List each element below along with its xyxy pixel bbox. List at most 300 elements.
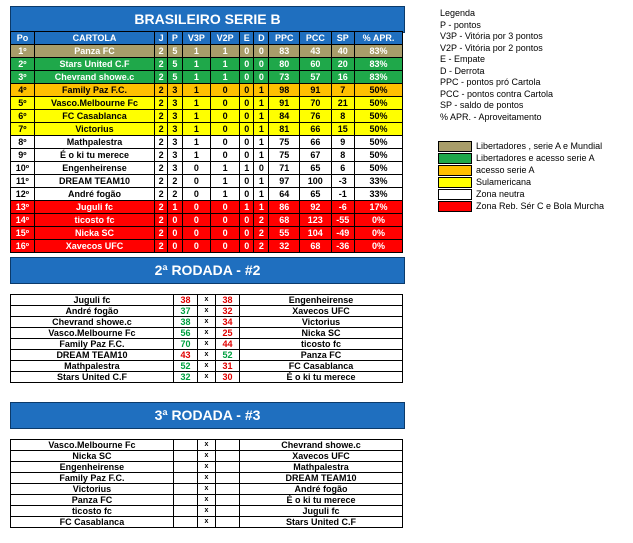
game-row (11, 350, 403, 361)
team-cell: Xavecos UFC (34, 240, 154, 253)
stat-cell: 92 (300, 201, 331, 214)
legend-item: V2P - Vitória por 2 pontos (440, 42, 543, 53)
game-row (11, 328, 403, 339)
stat-cell: 50% (355, 110, 403, 123)
stat-cell: 0 (240, 240, 254, 253)
away-team: FC Casablanca (240, 361, 403, 372)
column-header: SP (331, 32, 355, 45)
away-team: Chevrand showe.c (240, 440, 403, 451)
away-score: 52 (215, 350, 239, 361)
stat-cell: 2 (254, 240, 269, 253)
stat-cell: 1 (254, 136, 269, 149)
legend-item: % APR. - Aproveitamento (440, 111, 542, 122)
away-score (215, 440, 239, 451)
home-score: 32 (173, 372, 197, 383)
game-row (11, 339, 403, 350)
away-score (215, 506, 239, 517)
stat-cell: 1 (254, 110, 269, 123)
position-cell: 9º (11, 149, 35, 162)
legend-swatch (438, 201, 472, 212)
stat-cell: 84 (269, 110, 300, 123)
home-team: André fogão (11, 306, 174, 317)
stat-cell: 75 (269, 136, 300, 149)
stat-cell: 104 (300, 227, 331, 240)
legend-swatch (438, 153, 472, 164)
versus-mark: x (198, 328, 216, 339)
versus-mark: x (198, 317, 216, 328)
game-row (11, 451, 403, 462)
team-cell: Victorius (34, 123, 154, 136)
home-score (173, 517, 197, 528)
stat-cell: 2 (168, 175, 182, 188)
column-header: J (155, 32, 168, 45)
home-score: 38 (173, 317, 197, 328)
team-cell: DREAM TEAM10 (34, 175, 154, 188)
stat-cell: 68 (269, 214, 300, 227)
stat-cell: 3 (168, 162, 182, 175)
stat-cell: 2 (254, 214, 269, 227)
stat-cell: 7 (331, 84, 355, 97)
stat-cell: 80 (269, 58, 300, 71)
stat-cell: 55 (269, 227, 300, 240)
stat-cell: 0 (211, 136, 240, 149)
stat-cell: 2 (155, 97, 168, 110)
stat-cell: 0 (240, 175, 254, 188)
table-row (11, 71, 403, 84)
stat-cell: 0 (211, 110, 240, 123)
home-team: Vasco.Melbourne Fc (11, 328, 174, 339)
stat-cell: 65 (300, 188, 331, 201)
stat-cell: 123 (300, 214, 331, 227)
stat-cell: 3 (168, 136, 182, 149)
legend-swatch (438, 177, 472, 188)
stat-cell: 0 (240, 188, 254, 201)
versus-mark: x (198, 506, 216, 517)
stat-cell: 0 (240, 58, 254, 71)
stat-cell: 0 (211, 97, 240, 110)
game-row (11, 506, 403, 517)
game-row (11, 317, 403, 328)
table-row (11, 240, 403, 253)
stat-cell: 1 (211, 162, 240, 175)
stat-cell: 0 (254, 162, 269, 175)
stat-cell: 91 (269, 97, 300, 110)
team-cell: Panza FC (34, 45, 154, 58)
legend-color-label: Zona neutra (476, 189, 525, 199)
table-row (11, 201, 403, 214)
stat-cell: 1 (182, 71, 211, 84)
game-row (11, 473, 403, 484)
stat-cell: 2 (155, 201, 168, 214)
table-row (11, 45, 403, 58)
stat-cell: 0 (211, 123, 240, 136)
stat-cell: 64 (269, 188, 300, 201)
stat-cell: -55 (331, 214, 355, 227)
game-row (11, 295, 403, 306)
stat-cell: 100 (300, 175, 331, 188)
table-row (11, 136, 403, 149)
team-cell: Chevrand showe.c (34, 71, 154, 84)
standings-table (10, 31, 403, 253)
stat-cell: 1 (254, 84, 269, 97)
stat-cell: 2 (254, 227, 269, 240)
stat-cell: 0 (182, 214, 211, 227)
stat-cell: 5 (168, 58, 182, 71)
stat-cell: 0 (168, 240, 182, 253)
team-cell: FC Casablanca (34, 110, 154, 123)
stat-cell: 81 (269, 123, 300, 136)
table-row (11, 58, 403, 71)
stat-cell: 0 (240, 123, 254, 136)
team-cell: ticosto fc (34, 214, 154, 227)
stat-cell: 75 (269, 149, 300, 162)
stat-cell: 16 (331, 71, 355, 84)
stat-cell: 1 (254, 149, 269, 162)
stat-cell: 1 (182, 97, 211, 110)
stat-cell: 0 (240, 227, 254, 240)
round3-title: 3ª RODADA - #3 (10, 402, 405, 429)
stat-cell: 3 (168, 97, 182, 110)
stat-cell: 73 (269, 71, 300, 84)
stat-cell: 0 (168, 214, 182, 227)
stat-cell: 2 (155, 162, 168, 175)
home-score: 70 (173, 339, 197, 350)
team-cell: André fogão (34, 188, 154, 201)
legend-color-row (438, 140, 604, 152)
legend-colors (438, 140, 604, 212)
team-cell: Nicka SC (34, 227, 154, 240)
stat-cell: 2 (155, 45, 168, 58)
position-cell: 13º (11, 201, 35, 214)
away-score (215, 473, 239, 484)
stat-cell: 83% (355, 71, 403, 84)
stat-cell: 1 (182, 84, 211, 97)
stat-cell: 0 (240, 71, 254, 84)
stat-cell: 0 (211, 227, 240, 240)
stat-cell: 0 (182, 188, 211, 201)
standings-body (11, 45, 403, 253)
stat-cell: 1 (254, 123, 269, 136)
away-team: Xavecos UFC (240, 451, 403, 462)
away-score (215, 495, 239, 506)
legend-color-row (438, 176, 604, 188)
stat-cell: 97 (269, 175, 300, 188)
home-team: FC Casablanca (11, 517, 174, 528)
position-cell: 7º (11, 123, 35, 136)
stat-cell: 0 (240, 136, 254, 149)
position-cell: 6º (11, 110, 35, 123)
stat-cell: 5 (168, 71, 182, 84)
position-cell: 11º (11, 175, 35, 188)
away-score: 44 (215, 339, 239, 350)
stat-cell: 1 (254, 188, 269, 201)
stat-cell: 50% (355, 123, 403, 136)
away-score: 38 (215, 295, 239, 306)
legend (440, 8, 553, 123)
game-row (11, 517, 403, 528)
stat-cell: 3 (168, 84, 182, 97)
stat-cell: 33% (355, 188, 403, 201)
stat-cell: 1 (182, 45, 211, 58)
legend-color-label: Sulamericana (476, 177, 532, 187)
table-row (11, 123, 403, 136)
legend-color-row (438, 200, 604, 212)
away-score: 32 (215, 306, 239, 317)
away-team: DREAM TEAM10 (240, 473, 403, 484)
position-cell: 2º (11, 58, 35, 71)
position-cell: 16º (11, 240, 35, 253)
stat-cell: 1 (254, 201, 269, 214)
table-row (11, 97, 403, 110)
legend-item: E - Empate (440, 54, 486, 64)
home-score (173, 484, 197, 495)
stat-cell: 1 (211, 188, 240, 201)
away-team: Mathpalestra (240, 462, 403, 473)
stat-cell: 3 (168, 123, 182, 136)
legend-color-row (438, 164, 604, 176)
table-row (11, 84, 403, 97)
stat-cell: 1 (182, 123, 211, 136)
stat-cell: 0 (254, 45, 269, 58)
legend-items (440, 20, 553, 124)
team-cell: Juguli fc (34, 201, 154, 214)
stat-cell: 70 (300, 97, 331, 110)
stat-cell: 0 (182, 175, 211, 188)
away-team: Xavecos UFC (240, 306, 403, 317)
versus-mark: x (198, 440, 216, 451)
table-row (11, 110, 403, 123)
versus-mark: x (198, 306, 216, 317)
column-header: E (240, 32, 254, 45)
stat-cell: 0 (182, 162, 211, 175)
position-cell: 14º (11, 214, 35, 227)
stat-cell: 2 (155, 110, 168, 123)
table-row (11, 162, 403, 175)
stat-cell: 40 (331, 45, 355, 58)
stat-cell: 6 (331, 162, 355, 175)
stat-cell: 2 (155, 71, 168, 84)
stat-cell: 0 (168, 227, 182, 240)
game-row (11, 440, 403, 451)
stat-cell: 2 (155, 214, 168, 227)
home-score (173, 440, 197, 451)
stat-cell: 0 (182, 201, 211, 214)
legend-color-row (438, 188, 604, 200)
legend-color-label: Libertadores e acesso serie A (476, 153, 595, 163)
stat-cell: 0 (182, 240, 211, 253)
stat-cell: 2 (155, 240, 168, 253)
versus-mark: x (198, 451, 216, 462)
legend-item: V3P - Vitória por 3 pontos (440, 31, 543, 41)
column-header: V3P (182, 32, 211, 45)
legend-item: PPC - pontos pró Cartola (440, 77, 541, 87)
home-team: Nicka SC (11, 451, 174, 462)
position-cell: 12º (11, 188, 35, 201)
stat-cell: 67 (300, 149, 331, 162)
stat-cell: 43 (300, 45, 331, 58)
stat-cell: 17% (355, 201, 403, 214)
legend-item: SP - saldo de pontos (440, 100, 524, 110)
stat-cell: 60 (300, 58, 331, 71)
home-team: Engenheirense (11, 462, 174, 473)
home-team: Chevrand showe.c (11, 317, 174, 328)
stat-cell: 1 (211, 175, 240, 188)
away-score (215, 451, 239, 462)
stat-cell: 50% (355, 162, 403, 175)
stat-cell: 1 (182, 136, 211, 149)
stat-cell: 21 (331, 97, 355, 110)
home-score: 43 (173, 350, 197, 361)
legend-item: D - Derrota (440, 65, 485, 76)
stat-cell: 71 (269, 162, 300, 175)
home-team: Family Paz F.C. (11, 473, 174, 484)
away-score (215, 462, 239, 473)
stat-cell: 76 (300, 110, 331, 123)
legend-item: P - pontos (440, 19, 481, 30)
column-header: D (254, 32, 269, 45)
versus-mark: x (198, 462, 216, 473)
versus-mark: x (198, 361, 216, 372)
column-header: Po (11, 32, 35, 45)
away-team: Stars United C.F (240, 517, 403, 528)
stat-cell: 57 (300, 71, 331, 84)
versus-mark: x (198, 517, 216, 528)
home-team: Stars United C.F (11, 372, 174, 383)
team-cell: Vasco.Melbourne Fc (34, 97, 154, 110)
legend-swatch (438, 165, 472, 176)
stat-cell: 8 (331, 110, 355, 123)
round3-games-table (10, 439, 403, 528)
legend-swatch (438, 141, 472, 152)
home-score (173, 462, 197, 473)
stat-cell: 1 (240, 201, 254, 214)
round2-games-table (10, 294, 403, 383)
team-cell: É o ki tu merece (34, 149, 154, 162)
stat-cell: 68 (300, 240, 331, 253)
round2-title: 2ª RODADA - #2 (10, 257, 405, 284)
game-row (11, 495, 403, 506)
away-team: Victorius (240, 317, 403, 328)
home-team: Mathpalestra (11, 361, 174, 372)
away-team: Engenheirense (240, 295, 403, 306)
home-team: Family Paz F.C. (11, 339, 174, 350)
stat-cell: 2 (155, 84, 168, 97)
stat-cell: 1 (182, 58, 211, 71)
stat-cell: 2 (155, 58, 168, 71)
stat-cell: 66 (300, 136, 331, 149)
home-team: DREAM TEAM10 (11, 350, 174, 361)
position-cell: 1º (11, 45, 35, 58)
game-row (11, 484, 403, 495)
stat-cell: 3 (168, 149, 182, 162)
stat-cell: 20 (331, 58, 355, 71)
stat-cell: 2 (155, 149, 168, 162)
stat-cell: 1 (168, 201, 182, 214)
versus-mark: x (198, 484, 216, 495)
stat-cell: 33% (355, 175, 403, 188)
home-team: Panza FC (11, 495, 174, 506)
stat-cell: 86 (269, 201, 300, 214)
stat-cell: 98 (269, 84, 300, 97)
stat-cell: 0 (240, 149, 254, 162)
stat-cell: 1 (240, 162, 254, 175)
legend-color-label: Libertadores , serie A e Mundial (476, 141, 603, 151)
versus-mark: x (198, 350, 216, 361)
stat-cell: 2 (155, 227, 168, 240)
stat-cell: 83% (355, 45, 403, 58)
position-cell: 4º (11, 84, 35, 97)
stat-cell: 1 (182, 149, 211, 162)
away-team: Juguli fc (240, 506, 403, 517)
stat-cell: 9 (331, 136, 355, 149)
stat-cell: -1 (331, 188, 355, 201)
stat-cell: -3 (331, 175, 355, 188)
stat-cell: 0 (240, 214, 254, 227)
stat-cell: 15 (331, 123, 355, 136)
home-team: Juguli fc (11, 295, 174, 306)
stat-cell: 50% (355, 97, 403, 110)
versus-mark: x (198, 295, 216, 306)
home-score: 38 (173, 295, 197, 306)
stat-cell: 0 (254, 71, 269, 84)
home-team: ticosto fc (11, 506, 174, 517)
stat-cell: 1 (211, 71, 240, 84)
legend-color-label: acesso serie A (476, 165, 535, 175)
away-score: 31 (215, 361, 239, 372)
column-header: PPC (269, 32, 300, 45)
away-team: ticosto fc (240, 339, 403, 350)
column-header: % APR. (355, 32, 403, 45)
away-team: É o ki tu merece (240, 372, 403, 383)
game-row (11, 462, 403, 473)
standings-title: BRASILEIRO SERIE B (10, 6, 405, 33)
stat-cell: 0 (240, 45, 254, 58)
stat-cell: 83% (355, 58, 403, 71)
stat-cell: -6 (331, 201, 355, 214)
home-score: 37 (173, 306, 197, 317)
away-score: 30 (215, 372, 239, 383)
legend-item: PCC - pontos contra Cartola (440, 88, 554, 99)
team-cell: Family Paz F.C. (34, 84, 154, 97)
game-row (11, 361, 403, 372)
table-row (11, 149, 403, 162)
team-cell: Engenheirense (34, 162, 154, 175)
stat-cell: 1 (211, 45, 240, 58)
home-score: 52 (173, 361, 197, 372)
position-cell: 3º (11, 71, 35, 84)
home-score (173, 473, 197, 484)
team-cell: Mathpalestra (34, 136, 154, 149)
stat-cell: 0 (254, 58, 269, 71)
legend-color-row (438, 152, 604, 164)
position-cell: 5º (11, 97, 35, 110)
stat-cell: 50% (355, 136, 403, 149)
stat-cell: 2 (155, 188, 168, 201)
stat-cell: 0% (355, 240, 403, 253)
position-cell: 10º (11, 162, 35, 175)
standings-header-row (11, 32, 403, 45)
stat-cell: 91 (300, 84, 331, 97)
stat-cell: 2 (155, 123, 168, 136)
stat-cell: 50% (355, 149, 403, 162)
stat-cell: 1 (254, 97, 269, 110)
stat-cell: 0 (211, 214, 240, 227)
stat-cell: 0% (355, 227, 403, 240)
away-score (215, 517, 239, 528)
column-header: CARTOLA (34, 32, 154, 45)
stat-cell: 0 (240, 84, 254, 97)
stat-cell: 0 (211, 149, 240, 162)
